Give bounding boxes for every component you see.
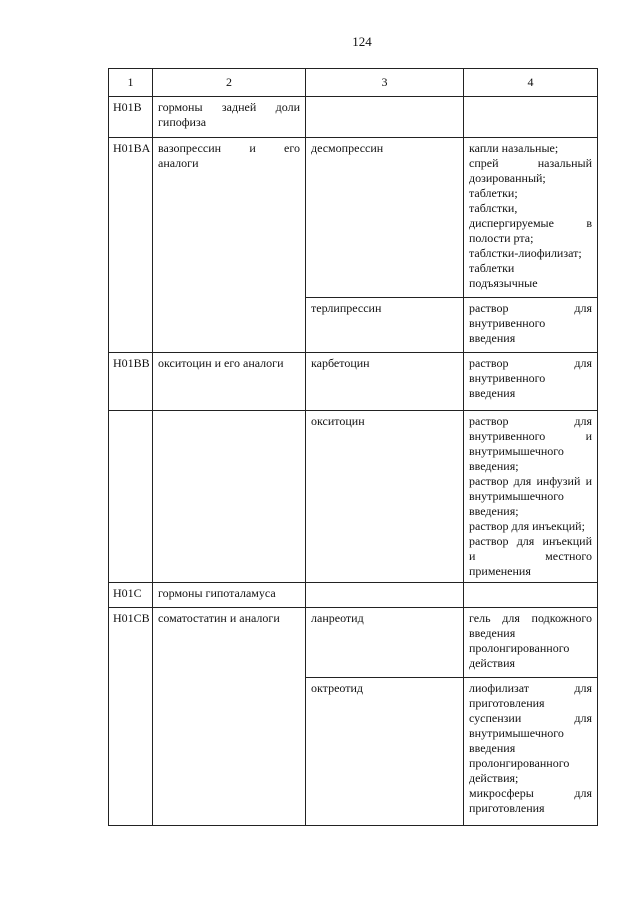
- dosage-form-line: таблетки: [469, 261, 515, 275]
- dosage-form-line: приготовления: [469, 801, 545, 815]
- atc-code-cell: [109, 608, 153, 826]
- dosage-form-line: раствор для инъекций;: [469, 519, 585, 533]
- dosage-form-line: внутримышечного: [469, 726, 564, 740]
- dosage-form-line: внутривенного: [469, 371, 546, 385]
- atc-code-cell: [109, 97, 153, 138]
- dosage-forms-cell: [464, 411, 598, 583]
- group-name-line: гормоны гипоталамуса: [158, 586, 276, 600]
- drug-name-cell: [306, 97, 464, 138]
- drug-name-cell: [306, 608, 464, 678]
- dosage-form-line: введения: [469, 386, 516, 400]
- dosage-form-line: пролонгированного: [469, 641, 570, 655]
- group-cell: [153, 583, 306, 608]
- dosage-forms-cell: [464, 608, 598, 678]
- atc-code-cell: [109, 411, 153, 583]
- group-cell: [153, 411, 306, 583]
- table-row: [109, 411, 598, 583]
- group-cell: [153, 97, 306, 138]
- group-cell: [153, 353, 306, 411]
- group-name-line: окситоцин и его аналоги: [158, 356, 284, 370]
- atc-code-cell: [109, 583, 153, 608]
- dosage-form-line: диспергируемые в: [469, 216, 592, 230]
- dosage-form-line: лиофилизат для: [469, 681, 592, 695]
- dosage-form-line: действия;: [469, 771, 519, 785]
- drug-name: окситоцин: [311, 414, 365, 428]
- table-row: [109, 608, 598, 678]
- group-name-line: гормоны задней доли: [158, 100, 300, 114]
- dosage-form-line: суспензии для: [469, 711, 592, 725]
- dosage-form-line: действия: [469, 656, 516, 670]
- dosage-form-line: введения;: [469, 504, 519, 518]
- header-row: [109, 69, 598, 97]
- dosage-form-line: подъязычные: [469, 276, 538, 290]
- drug-table: [108, 68, 598, 826]
- group-name-line: вазопрессин и его: [158, 141, 300, 155]
- dosage-forms-cell: [464, 353, 598, 411]
- column-header-4: 4: [464, 69, 598, 97]
- drug-name: октреотид: [311, 681, 364, 695]
- dosage-form-line: таблстки,: [469, 201, 518, 215]
- dosage-form-line: капли назальные;: [469, 141, 559, 155]
- atc-code-cell: [109, 353, 153, 411]
- drug-name: ланреотид: [311, 611, 364, 625]
- dosage-form-line: внутримышечного: [469, 444, 564, 458]
- dosage-form-line: внутримышечного: [469, 489, 564, 503]
- column-header-2: 2: [153, 69, 306, 97]
- dosage-form-line: раствор для инфузий и: [469, 474, 592, 488]
- group-cell: [153, 608, 306, 826]
- group-name-line: соматостатин и аналоги: [158, 611, 280, 625]
- drug-name-cell: [306, 678, 464, 826]
- dosage-form-line: приготовления: [469, 696, 545, 710]
- page-number: 124: [352, 34, 372, 49]
- atc-code: H01BB: [113, 356, 150, 370]
- dosage-form-line: введения: [469, 331, 516, 345]
- table-row: [109, 583, 598, 608]
- dosage-form-line: применения: [469, 564, 531, 578]
- dosage-form-line: таблстки-лиофилизат;: [469, 246, 582, 260]
- dosage-form-line: введения: [469, 741, 516, 755]
- dosage-form-line: введения;: [469, 459, 519, 473]
- drug-name: терлипрессин: [311, 301, 382, 315]
- atc-code: H01B: [113, 100, 142, 114]
- atc-code: H01CB: [113, 611, 150, 625]
- dosage-form-line: полости рта;: [469, 231, 534, 245]
- dosage-form-line: введения: [469, 626, 516, 640]
- dosage-forms-cell: [464, 97, 598, 138]
- dosage-forms-cell: [464, 138, 598, 298]
- dosage-form-line: пролонгированного: [469, 756, 570, 770]
- drug-name: карбетоцин: [311, 356, 370, 370]
- dosage-form-line: раствор для: [469, 414, 592, 428]
- group-name-line: аналоги: [158, 156, 199, 170]
- dosage-form-line: раствор для: [469, 356, 592, 370]
- dosage-form-line: спрей назальный: [469, 156, 592, 170]
- table-row: [109, 138, 598, 298]
- dosage-form-line: дозированный;: [469, 171, 546, 185]
- atc-code-cell: [109, 138, 153, 353]
- dosage-forms-cell: [464, 298, 598, 353]
- dosage-form-line: внутривенного: [469, 316, 546, 330]
- drug-name-cell: [306, 298, 464, 353]
- dosage-form-line: таблетки;: [469, 186, 518, 200]
- drug-name-cell: [306, 583, 464, 608]
- drug-name-cell: [306, 411, 464, 583]
- dosage-form-line: внутривенного и: [469, 429, 592, 443]
- group-name-line: гипофиза: [158, 115, 207, 129]
- drug-name: десмопрессин: [311, 141, 384, 155]
- dosage-form-line: раствор для: [469, 301, 592, 315]
- column-header-3: 3: [306, 69, 464, 97]
- column-header-1: 1: [109, 69, 153, 97]
- group-cell: [153, 138, 306, 353]
- dosage-form-line: гель для подкожного: [469, 611, 592, 625]
- dosage-forms-cell: [464, 678, 598, 826]
- drug-name-cell: [306, 353, 464, 411]
- table-row: [109, 353, 598, 411]
- dosage-form-line: раствор для инъекций: [469, 534, 592, 548]
- dosage-form-line: микросферы для: [469, 786, 592, 800]
- table-row: [109, 97, 598, 138]
- drug-name-cell: [306, 138, 464, 298]
- dosage-form-line: и местного: [469, 549, 592, 563]
- dosage-forms-cell: [464, 583, 598, 608]
- atc-code: H01C: [113, 586, 142, 600]
- atc-code: H01BA: [113, 141, 151, 155]
